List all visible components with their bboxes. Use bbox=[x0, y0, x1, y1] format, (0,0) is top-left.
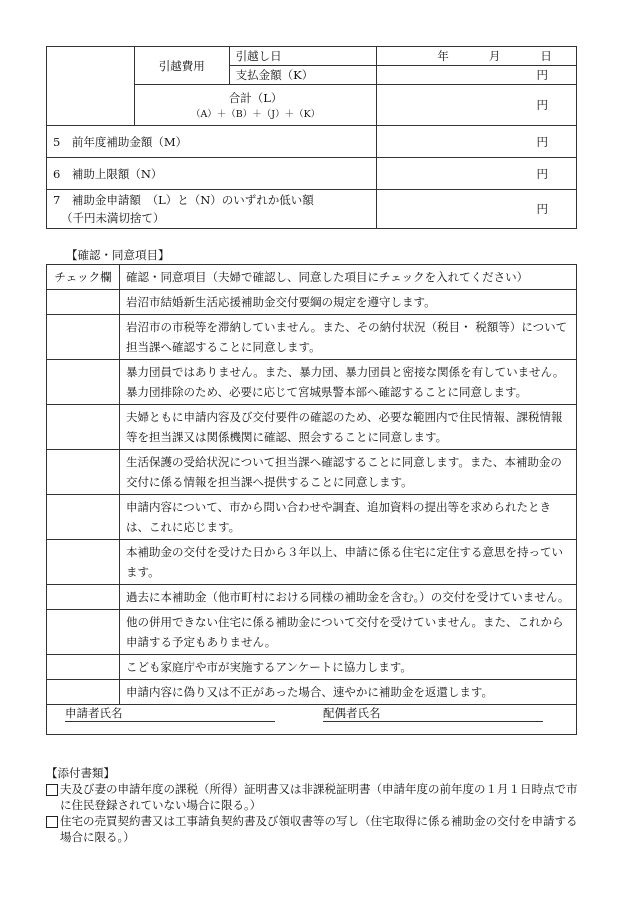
consent-checkbox[interactable] bbox=[47, 450, 120, 495]
consent-checkbox[interactable] bbox=[47, 290, 120, 315]
row7-label: 7 補助金申請額 （L）と（N）のいずれか低い額 （千円未満切捨て） bbox=[47, 190, 377, 229]
check-column-header: チェック欄 bbox=[47, 265, 120, 290]
items-column-header: 確認・同意項目（夫婦で確認し、同意した項目にチェックを入れてください） bbox=[120, 265, 577, 290]
consent-item: 申請内容に偽り又は不正があった場合、速やかに補助金を返還します。 bbox=[120, 680, 577, 705]
row5-field[interactable]: 円 bbox=[377, 126, 577, 158]
signature-box bbox=[46, 683, 577, 735]
payment-amount-field[interactable]: 円 bbox=[377, 66, 577, 85]
applicant-name-label: 申請者氏名 bbox=[65, 706, 123, 720]
consent-item: 他の併用できない住宅に係る補助金について交付を受けていません。また、これから申請する予定もありません。 bbox=[120, 610, 577, 655]
spouse-name-label: 配偶者氏名 bbox=[323, 706, 381, 720]
total-label: 合計（L） （A）＋（B）＋（J）＋（K） bbox=[134, 85, 377, 126]
row6-field[interactable]: 円 bbox=[377, 158, 577, 190]
attachments bbox=[46, 765, 586, 845]
blank-cell bbox=[47, 47, 135, 126]
attachment-text: 住宅の売買契約書又は工事請負契約書及び領収書等の写し（住宅取得に係る補助金の交付を申請する場合に限る。） bbox=[60, 814, 578, 844]
consent-item: 生活保護の受給状況について担当課へ確認することに同意します。また、本補助金の交付に係る情報を担当課へ提供することに同意します。 bbox=[120, 450, 577, 495]
consent-item: 過去に本補助金（他市町村における同様の補助金を含む。）の交付を受けていません。 bbox=[120, 585, 577, 610]
consent-item: 本補助金の交付を受けた日から３年以上、申請に係る住宅に定住する意思を持っています。 bbox=[120, 540, 577, 585]
consent-checkbox[interactable] bbox=[47, 655, 120, 680]
row5-label: 5 前年度補助金額（M） bbox=[47, 126, 377, 158]
consent-checkbox[interactable] bbox=[47, 610, 120, 655]
attachment-text: 夫及び妻の申請年度の課税（所得）証明書又は非課税証明書（申請年度の前年度の１月１日時点で市に住民登録されていない場合に限る。） bbox=[60, 782, 578, 812]
consent-checkbox[interactable] bbox=[47, 540, 120, 585]
consent-item: 申請内容について、市から問い合わせや調査、追加資料の提出等を求められたときは、これに応じます。 bbox=[120, 495, 577, 540]
moving-cost-label: 引越費用 bbox=[134, 47, 229, 85]
check-heading: 【確認・同意項目】 bbox=[66, 248, 170, 262]
consent-item: 岩沼市結婚新生活応援補助金交付要綱の規定を遵守します。 bbox=[120, 290, 577, 315]
checkbox-icon[interactable] bbox=[46, 816, 58, 828]
attachment-item bbox=[46, 781, 586, 813]
moving-date-label: 引越し日 bbox=[229, 47, 377, 66]
consent-item: 夫婦ともに申請内容及び交付要件の確認のため、必要な範囲内で住民情報、課税情報等を担当課又は関係機関に確認、照会することに同意します。 bbox=[120, 405, 577, 450]
consent-checkbox[interactable] bbox=[47, 405, 120, 450]
checkbox-icon[interactable] bbox=[46, 784, 58, 796]
attachment-item bbox=[46, 813, 586, 845]
spouse-name-field[interactable] bbox=[323, 705, 543, 722]
consent-item: 岩沼市の市税等を滞納していません。また、その納付状況（税目・ 税額等）について担当課へ確認することに同意します。 bbox=[120, 315, 577, 360]
row6-label: 6 補助上限額（N） bbox=[47, 158, 377, 190]
consent-table bbox=[46, 264, 577, 705]
consent-checkbox[interactable] bbox=[47, 315, 120, 360]
payment-amount-label: 支払金額（K） bbox=[229, 66, 377, 85]
consent-checkbox[interactable] bbox=[47, 360, 120, 405]
moving-date-field[interactable]: 年 月 日 bbox=[377, 47, 577, 66]
consent-checkbox[interactable] bbox=[47, 585, 120, 610]
cost-table bbox=[46, 46, 577, 229]
consent-checkbox[interactable] bbox=[47, 495, 120, 540]
attachments-heading: 【添付書類】 bbox=[46, 766, 115, 780]
row7-field[interactable]: 円 bbox=[377, 190, 577, 229]
applicant-name-field[interactable] bbox=[65, 705, 275, 722]
consent-item: 暴力団員ではありません。また、暴力団、暴力団員と密接な関係を有していません。暴力団排除のため、必要に応じて宮城県警本部へ確認することに同意します。 bbox=[120, 360, 577, 405]
consent-item: こども家庭庁や市が実施するアンケートに協力します。 bbox=[120, 655, 577, 680]
total-field[interactable]: 円 bbox=[377, 85, 577, 126]
